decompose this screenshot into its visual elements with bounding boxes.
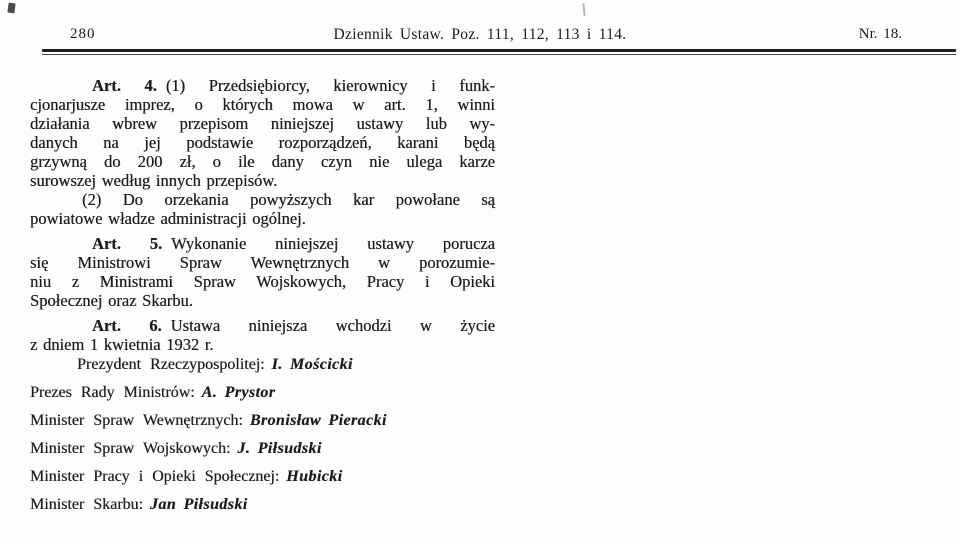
signature-block xyxy=(30,356,500,514)
signatory-title: Minister Pracy i Opieki Społecznej: xyxy=(30,468,280,485)
article-number-label: Art. 4. xyxy=(92,76,157,95)
article-number-label: Art. 5. xyxy=(92,234,163,253)
signatory-title: Minister Spraw Wojskowych: xyxy=(30,440,231,457)
signature-line xyxy=(30,468,500,486)
line-text: się Ministrowi Spraw Wewnętrznych w porozumie- xyxy=(30,253,495,272)
signatory-title: Prezydent Rzeczypospolitej: xyxy=(77,356,265,373)
signatory-title: Minister Spraw Wewnętrznych: xyxy=(30,412,243,429)
signatory-title: Minister Skarbu: xyxy=(30,496,143,513)
text-line xyxy=(30,171,495,190)
line-text: Wykonanie niniejszej ustawy porucza xyxy=(171,234,495,253)
text-line xyxy=(30,114,495,133)
signatory-name: A. Prystor xyxy=(201,384,276,401)
line-text: (2) Do orzekania powyższych kar powołane są xyxy=(82,190,495,209)
issue-number: Nr. 18. xyxy=(858,26,902,42)
signature-line xyxy=(30,440,500,458)
signatory-name: J. Piłsudski xyxy=(237,440,322,457)
article-paragraph xyxy=(30,234,495,310)
signature-line xyxy=(30,496,500,514)
signatory-title: Prezes Rady Ministrów: xyxy=(30,384,195,401)
line-text: z dniem 1 kwietnia 1932 r. xyxy=(30,335,214,354)
rule-thin-line xyxy=(42,54,956,55)
signatory-name: Bronisław Pieracki xyxy=(249,412,387,429)
page-number: 280 xyxy=(70,26,96,42)
line-text: surowszej według innych przepisów. xyxy=(30,171,278,190)
signatory-name: Jan Piłsudski xyxy=(150,496,248,513)
line-text: danych na jej podstawie rozporządzeń, karani będą xyxy=(30,133,495,152)
text-line xyxy=(30,133,495,152)
header-double-rule xyxy=(42,49,956,55)
text-line xyxy=(30,253,495,272)
text-line xyxy=(30,316,495,335)
line-text: (1) Przedsiębiorcy, kierownicy i funk- xyxy=(165,76,495,95)
line-text: Społecznej oraz Skarbu. xyxy=(30,291,193,310)
line-text: cjonarjusze imprez, o których mowa w art. 1, winni xyxy=(30,95,495,114)
text-line xyxy=(30,272,495,291)
text-line xyxy=(30,95,495,114)
signature-line xyxy=(30,384,500,402)
signature-line xyxy=(30,412,500,430)
line-text: grzywną do 200 zł, o ile dany czyn nie ulega karze xyxy=(30,152,495,171)
signatory-name: Hubicki xyxy=(286,468,343,485)
article-text-column xyxy=(30,76,495,354)
line-text: niu z Ministrami Spraw Wojskowych, Pracy i Opieki xyxy=(30,272,495,291)
article-paragraph xyxy=(30,76,495,228)
gazette-title: Dziennik Ustaw. Poz. 111, 112, 113 i 114. xyxy=(333,26,627,43)
text-line xyxy=(30,152,495,171)
signatory-name: I. Mościcki xyxy=(271,356,353,373)
text-line xyxy=(30,291,495,310)
text-line xyxy=(30,335,495,354)
line-text: Ustawa niniejsza wchodzi w życie xyxy=(170,316,495,335)
scan-speck xyxy=(7,3,15,14)
article-number-label: Art. 6. xyxy=(92,316,162,335)
text-line xyxy=(30,76,495,95)
signature-line xyxy=(30,356,500,374)
text-line xyxy=(30,234,495,253)
scan-crease xyxy=(582,3,585,16)
text-line xyxy=(30,209,495,228)
line-text: działania wbrew przepisom niniejszej ustawy lub wy- xyxy=(30,114,495,133)
line-text: powiatowe władze administracji ogólnej. xyxy=(30,209,306,228)
text-line xyxy=(30,190,495,209)
rule-thick-line xyxy=(42,49,956,52)
article-paragraph xyxy=(30,316,495,354)
